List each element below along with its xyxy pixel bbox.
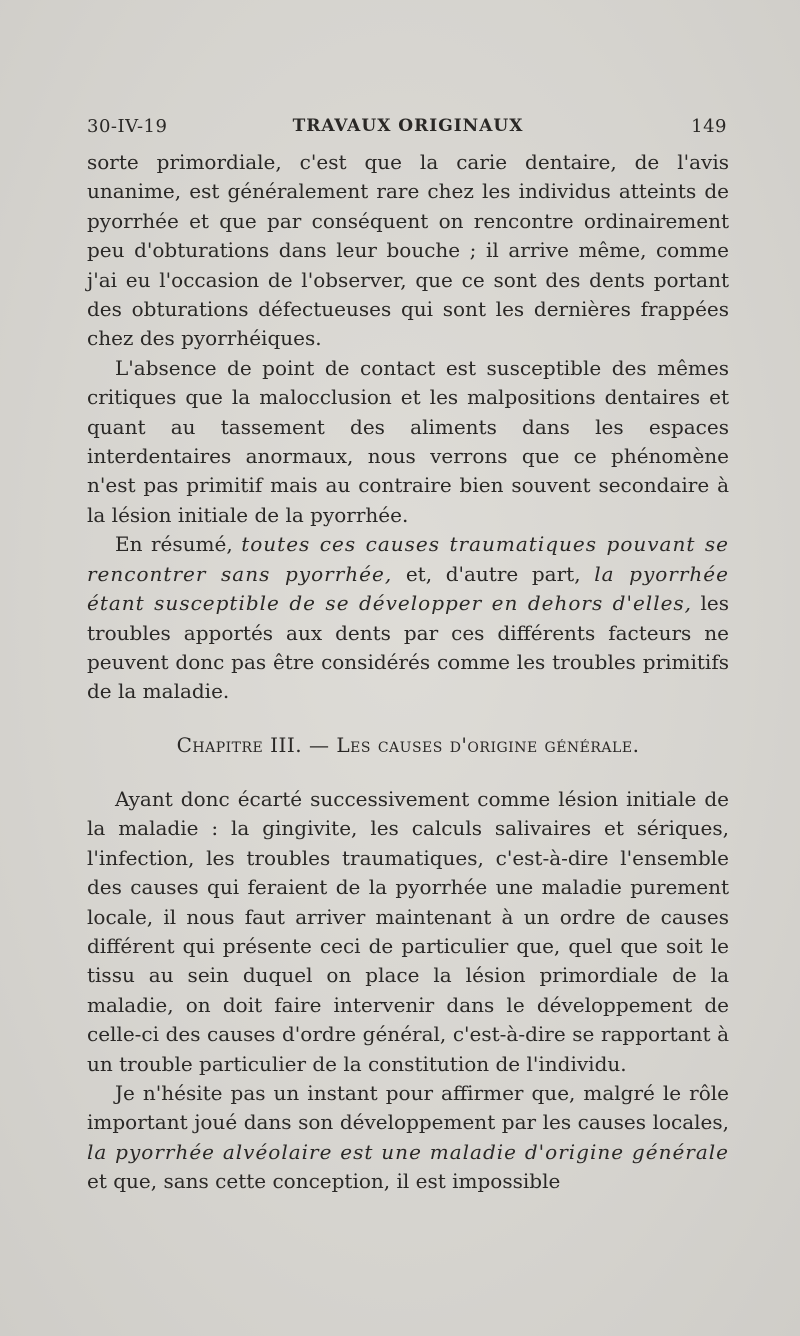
paragraph-3-middle: et, d'autre part, (392, 561, 595, 586)
paragraph-5 (87, 1079, 729, 1197)
paragraph-2: L'absence de point de contact est susceptible des mêmes critiques que la malocclusion et les malpositions dentaires et quant au tassement des aliments dans les espaces interdentaires anormaux, nous verrons que ce phénomène n'est pas primitif mais au contraire bien souvent secondaire à la lésion initiale de la pyorrhée. (87, 355, 729, 527)
paragraph-1: sorte primordiale, c'est que la carie dentaire, de l'avis unanime, est généralement rare chez les individus atteints de pyorrhée et que par conséquent on rencontre ordinairement peu d'obturations dans leur bouche ; il arrive même, comme j'ai eu l'occasion de l'observer, que ce sont des dents portant des obturations défectueuses qui sont les dernières frappées chez des pyorrhéiques. (87, 150, 729, 351)
body-text-bottom (87, 785, 729, 1197)
paragraph-5-start: Je n'hésite pas un instant pour affirmer que, malgré le rôle important joué dans son développement par les causes locales, (87, 1081, 729, 1135)
chapter-heading (87, 733, 729, 757)
paragraph-3-italic-2: la pyorrhée étant susceptible de se développer en dehors d'elles, (87, 561, 729, 616)
paragraph-5-italic: la pyorrhée alvéolaire est une maladie d'origine générale (87, 1139, 729, 1164)
header-section-title: TRAVAUX ORIGINAUX (292, 116, 524, 136)
running-header (87, 116, 729, 144)
paragraph-3-italic-1: toutes ces causes traumatiques pouvant se rencontrer sans pyorrhée, (87, 532, 729, 586)
paragraph-3-end: les troubles apportés aux dents par ces différents facteurs ne peuvent donc pas être considérés comme les troubles primitifs de la maladie. (87, 591, 729, 704)
chapter-title: Chapitre III. — Les causes d'origine générale. (176, 733, 640, 757)
body-text-top (87, 148, 729, 707)
page-number: 149 (691, 116, 727, 137)
paragraph-3-start: En résumé, (115, 532, 242, 557)
paragraph-5-end: et que, sans cette conception, il est impossible (87, 1169, 561, 1194)
header-date: 30-IV-19 (87, 116, 168, 137)
paragraph-3 (87, 530, 729, 706)
paragraph-4: Ayant donc écarté successivement comme lésion initiale de la maladie : la gingivite, les calculs salivaires et sériques, l'infection, les troubles traumatiques, c'est-à-dire l'ensemble des causes qui feraient de la pyorrhée une maladie purement locale, il nous faut arriver maintenant à un ordre de causes différent qui présente ceci de particulier que, quel que soit le tissu au sein duquel on place la lésion primordiale de la maladie, on doit faire intervenir dans le développement de celle-ci des causes d'ordre général, c'est-à-dire se rapportant à un trouble particulier de la constitution de l'individu. (87, 787, 729, 1076)
